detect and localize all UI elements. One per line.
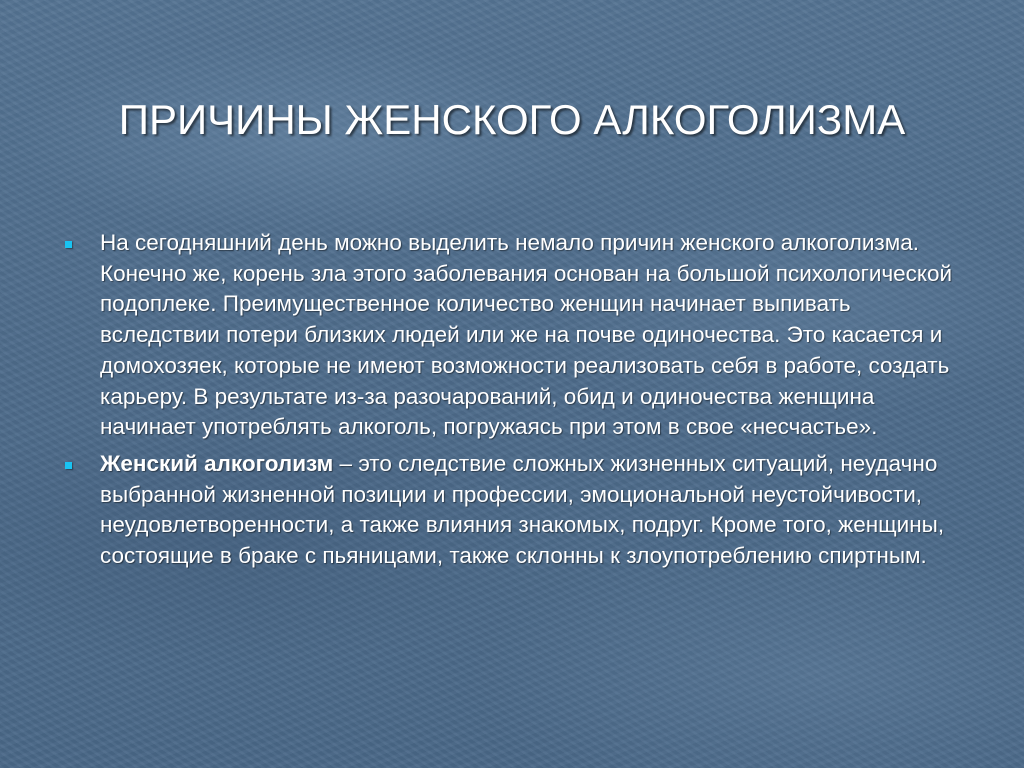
bullet-item-1 — [62, 228, 962, 443]
bullet-bold-term: Женский алкоголизм — [100, 450, 334, 476]
square-bullet-icon — [65, 462, 72, 469]
bullet-item-2 — [62, 449, 962, 572]
slide-body — [62, 228, 962, 578]
bullet-text: На сегодняшний день можно выделить немало причин женского алкоголизма. Конечно же, корень зла этого заболевания основан на большой психологической подоплеке. Преимущественное количество женщин начинает выпивать вследствии потери близких людей или же на почве одиночества. Это касается и домохозяек, которые не имеют возможности реализовать себя в работе, создать карьеру. В результате из-за разочарований, обид и одиночества женщина начинает употреблять алкоголь, погружаясь при этом в свое «несчастье». — [100, 230, 953, 440]
bullet-text: – это следствие сложных жизненных ситуаций, неудачно выбранной жизненной позиции и профессии, эмоциональной неустойчивости, неудовлетворенности, а также влияния знакомых, подруг. Кроме того, женщины, состоящие в браке с пьяницами, также склонны к злоупотреблению спиртным. — [100, 450, 945, 569]
square-bullet-icon — [65, 241, 72, 248]
slide-title: ПРИЧИНЫ ЖЕНСКОГО АЛКОГОЛИЗМА — [118, 96, 906, 143]
